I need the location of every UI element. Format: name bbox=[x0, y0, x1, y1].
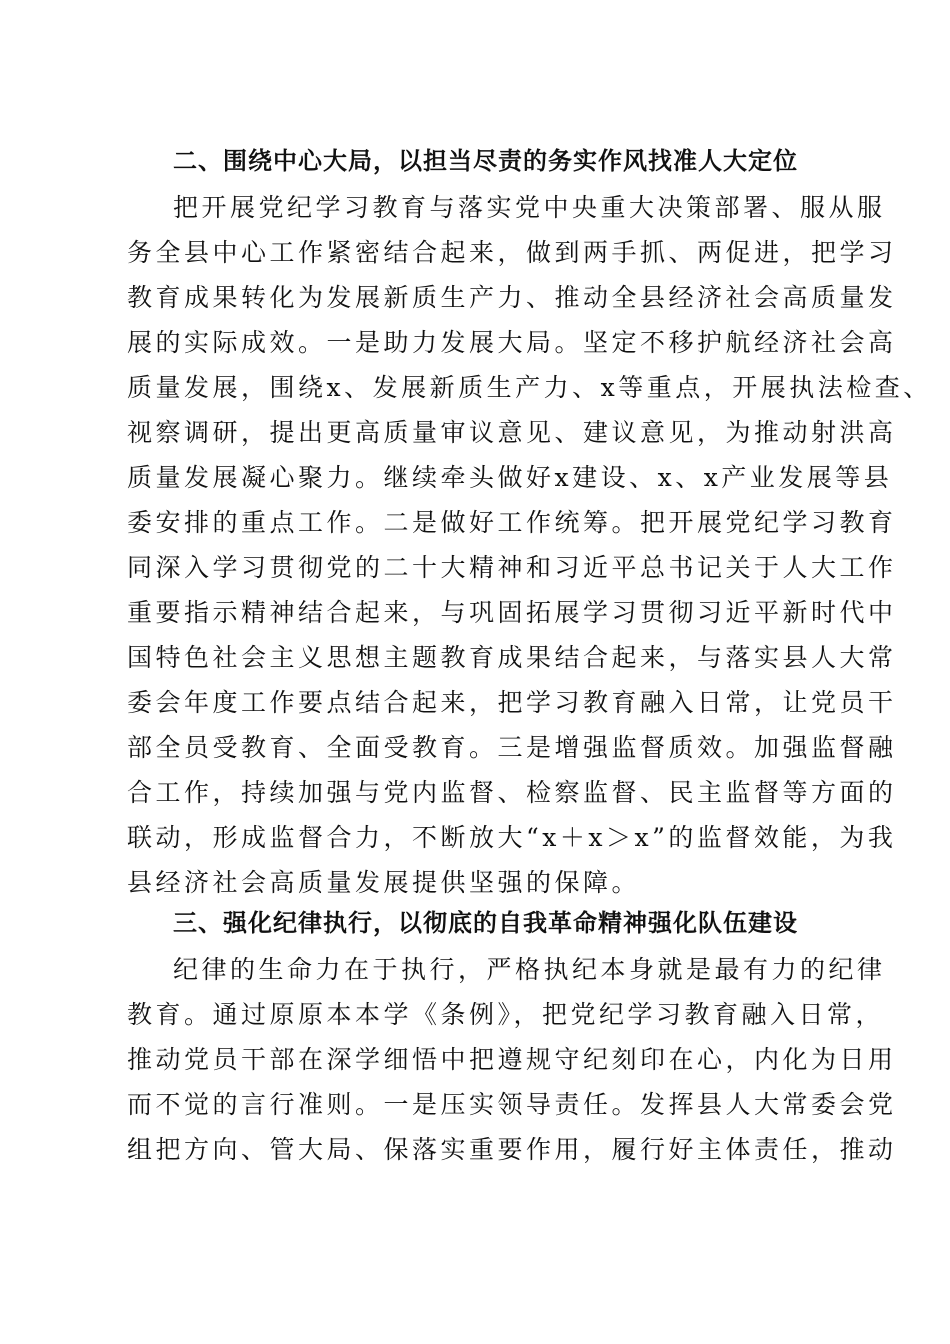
paragraph-line: 视察调研，提出更高质量审议意见、建议意见，为推动射洪高 bbox=[127, 418, 897, 447]
paragraph-line: 纪律的生命力在于执行，严格执纪本身就是最有力的纪律 bbox=[173, 955, 886, 984]
paragraph-line: 联动，形成监督合力，不断放大“x＋x＞x”的监督效能，为我 bbox=[127, 823, 897, 852]
paragraph-line: 同深入学习贯彻党的二十大精神和习近平总书记关于人大工作 bbox=[127, 553, 897, 582]
paragraph-line: 委安排的重点工作。二是做好工作统筹。把开展党纪学习教育 bbox=[127, 508, 897, 537]
paragraph-line: 部全员受教育、全面受教育。三是增强监督质效。加强监督融 bbox=[127, 733, 897, 762]
paragraph-line: 国特色社会主义思想主题教育成果结合起来，与落实县人大常 bbox=[127, 643, 897, 672]
paragraph-line: 重要指示精神结合起来，与巩固拓展学习贯彻习近平新时代中 bbox=[127, 598, 897, 627]
paragraph-line: 展的实际成效。一是助力发展大局。坚定不移护航经济社会高 bbox=[127, 328, 897, 357]
paragraph-line: 质量发展，围绕x、发展新质生产力、x等重点，开展执法检查、 bbox=[127, 373, 932, 402]
paragraph-line: 合工作，持续加强与党内监督、检察监督、民主监督等方面的 bbox=[127, 778, 897, 807]
paragraph-line: 质量发展凝心聚力。继续牵头做好x建设、x、x产业发展等县 bbox=[127, 463, 893, 492]
paragraph-line: 把开展党纪学习教育与落实党中央重大决策部署、服从服 bbox=[173, 193, 886, 222]
paragraph-line: 推动党员干部在深学细悟中把遵规守纪刻印在心，内化为日用 bbox=[127, 1045, 897, 1074]
section-heading-2: 二、围绕中心大局，以担当尽责的务实作风找准人大定位 bbox=[173, 147, 798, 175]
paragraph-line: 教育。通过原原本本学《条例》，把党纪学习教育融入日常， bbox=[127, 1000, 885, 1029]
paragraph-line: 而不觉的言行准则。一是压实领导责任。发挥县人大常委会党 bbox=[127, 1090, 897, 1119]
paragraph-line: 务全县中心工作紧密结合起来，做到两手抓、两促进，把学习 bbox=[127, 238, 897, 267]
paragraph-line: 县经济社会高质量发展提供坚强的保障。 bbox=[127, 868, 641, 897]
paragraph-line: 组把方向、管大局、保落实重要作用，履行好主体责任，推动 bbox=[127, 1135, 897, 1164]
paragraph-line: 委会年度工作要点结合起来，把学习教育融入日常，让党员干 bbox=[127, 688, 897, 717]
section-heading-3: 三、强化纪律执行，以彻底的自我革命精神强化队伍建设 bbox=[173, 909, 798, 937]
paragraph-line: 教育成果转化为发展新质生产力、推动全县经济社会高质量发 bbox=[127, 283, 897, 312]
